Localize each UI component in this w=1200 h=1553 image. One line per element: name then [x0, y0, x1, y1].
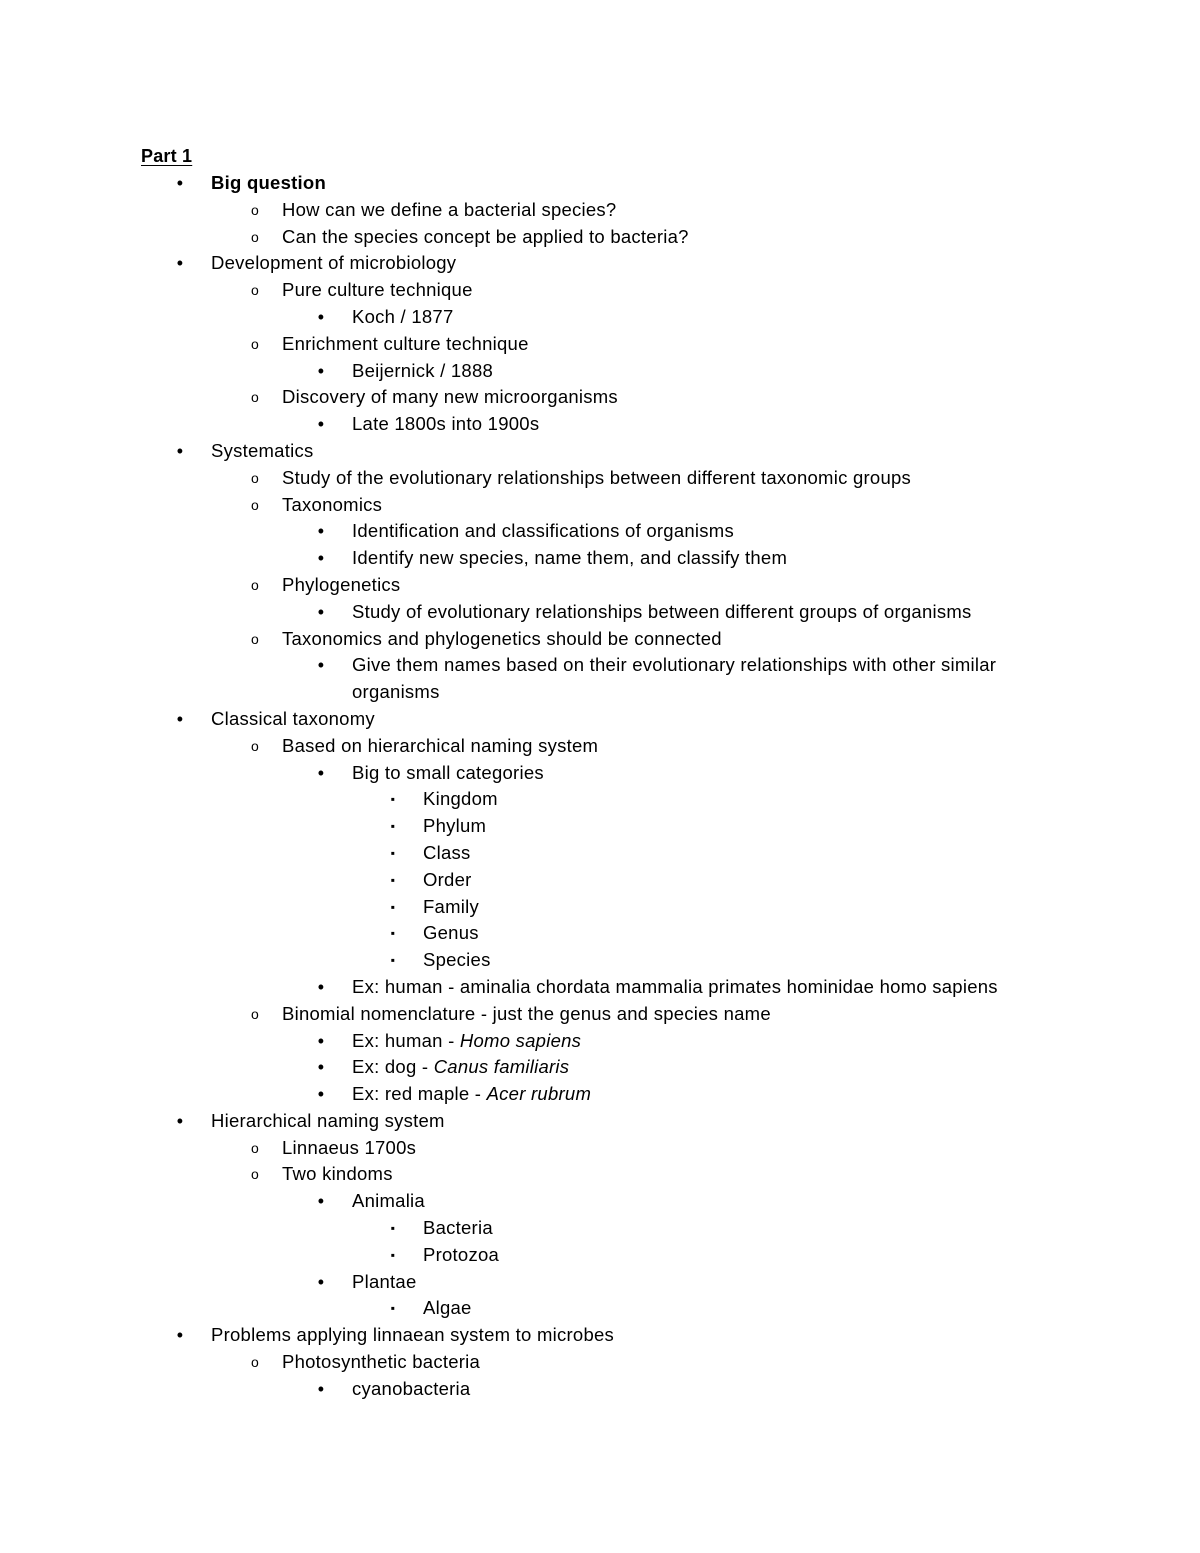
bullet-icon: •: [176, 708, 184, 729]
outline-item-text: Can the species concept be applied to bacteria?: [282, 225, 689, 247]
outline-item-level-4: [0, 1215, 1200, 1242]
outline-item-level-2: [0, 1161, 1200, 1188]
section-title: Part 1: [141, 146, 193, 166]
outline-item-text: Study of the evolutionary relationships between different taxonomic groups: [282, 466, 912, 488]
outline-item-level-2: [0, 277, 1200, 304]
outline-item-level-3: [0, 358, 1200, 385]
bullet-icon: •: [317, 1191, 325, 1212]
bullet-icon: •: [317, 1057, 325, 1078]
bullet-icon: •: [317, 601, 325, 622]
outline-item-level-3: [0, 1188, 1200, 1215]
outline-item-text: Bacteria: [423, 1217, 493, 1239]
outline-item-text: Ex: dog -: [352, 1056, 434, 1078]
bullet-icon: •: [317, 414, 325, 435]
scientific-name: Canus familiaris: [433, 1056, 570, 1078]
outline-item-level-3: [0, 652, 1052, 706]
bullet-icon: •: [317, 762, 325, 783]
outline-item-level-4: [0, 840, 1200, 867]
outline-item-level-3: [0, 974, 1200, 1001]
hollow-bullet-icon: o: [250, 469, 260, 486]
outline-item-text: Based on hierarchical naming system: [282, 734, 599, 756]
outline-item-text: Linnaeus 1700s: [282, 1136, 417, 1158]
outline-item-level-3: [0, 411, 1200, 438]
square-bullet-icon: ▪: [390, 1221, 396, 1236]
bullet-icon: •: [317, 1271, 325, 1292]
square-bullet-icon: ▪: [390, 845, 396, 860]
outline-item-level-3: [0, 1081, 1200, 1108]
hollow-bullet-icon: o: [250, 1005, 260, 1022]
square-bullet-icon: ▪: [390, 953, 396, 968]
outline-item-text: Enrichment culture technique: [282, 332, 529, 354]
outline-item-level-3: [0, 518, 1200, 545]
scientific-name: Homo sapiens: [459, 1029, 582, 1051]
bullet-icon: •: [317, 306, 325, 327]
square-bullet-icon: ▪: [390, 926, 396, 941]
outline-item-level-2: [0, 197, 1200, 224]
outline-item-level-3: [0, 1028, 1200, 1055]
outline-item-level-2: [0, 1349, 1200, 1376]
bullet-icon: •: [317, 1084, 325, 1105]
outline-item-level-3: [0, 545, 1200, 572]
bullet-icon: •: [176, 1110, 184, 1131]
outline-item-text: Ex: human - aminalia chordata mammalia primates hominidae homo sapiens: [352, 975, 998, 997]
bullet-icon: •: [317, 1030, 325, 1051]
hollow-bullet-icon: o: [250, 282, 260, 299]
outline-item-text: Development of microbiology: [211, 252, 457, 274]
square-bullet-icon: ▪: [390, 792, 396, 807]
outline-item-text: Ex: red maple -: [352, 1083, 487, 1105]
bullet-icon: •: [317, 976, 325, 997]
outline-item-text: Big question: [211, 172, 327, 193]
outline-item-text: Kingdom: [423, 788, 498, 810]
bullet-icon: •: [317, 1378, 325, 1399]
bullet-icon: •: [176, 440, 184, 461]
hollow-bullet-icon: o: [250, 201, 260, 218]
outline-item-level-3: [0, 1269, 1200, 1296]
outline-item-text: Phylogenetics: [282, 573, 401, 595]
outline-item-level-4: [0, 920, 1200, 947]
outline-item-level-4: [0, 894, 1200, 921]
outline-item-level-2: [0, 1001, 1200, 1028]
outline-item-text: Discovery of many new microorganisms: [282, 386, 618, 408]
square-bullet-icon: ▪: [390, 872, 396, 887]
outline-item-level-3: [0, 760, 1200, 787]
outline-item-level-2: [0, 465, 1200, 492]
bullet-icon: •: [176, 253, 184, 274]
outline-item-level-2: [0, 331, 1200, 358]
outline-item-text: Give them names based on their evolutionary relationships with other similar organisms: [352, 654, 997, 703]
hollow-bullet-icon: o: [250, 1354, 260, 1371]
outline-item-text: Taxonomics: [282, 493, 383, 515]
outline-item-text: Classical taxonomy: [211, 707, 375, 729]
outline-item-text: Two kindoms: [282, 1163, 393, 1185]
outline-item-level-4: [0, 786, 1200, 813]
outline-item-text: Late 1800s into 1900s: [352, 413, 540, 435]
outline-item-text: Pure culture technique: [282, 279, 473, 301]
bullet-icon: •: [317, 655, 325, 676]
hollow-bullet-icon: o: [250, 389, 260, 406]
outline-item-level-2: [0, 492, 1200, 519]
outline-item-text: Species: [423, 949, 491, 971]
outline-item-text: Ex: human -: [352, 1029, 460, 1051]
outline-item-level-3: [0, 599, 1200, 626]
outline-item-level-4: [0, 947, 1200, 974]
outline-item-text: Study of evolutionary relationships between different groups of organisms: [352, 600, 972, 622]
outline-item-text: Algae: [423, 1297, 472, 1319]
outline-item-level-1: [0, 438, 1200, 465]
outline-item-level-2: [0, 572, 1200, 599]
square-bullet-icon: ▪: [390, 1247, 396, 1262]
outline-item-level-3: [0, 1376, 1200, 1403]
outline-item-level-4: [0, 813, 1200, 840]
outline-item-level-2: [0, 384, 1200, 411]
hollow-bullet-icon: o: [250, 576, 260, 593]
hollow-bullet-icon: o: [250, 630, 260, 647]
outline-item-text: Identification and classifications of organisms: [352, 520, 734, 542]
outline-item-level-3: [0, 304, 1200, 331]
outline-item-level-3: [0, 1054, 1200, 1081]
outline-item-level-1: [0, 1108, 1200, 1135]
outline-item-level-2: [0, 626, 1200, 653]
outline-item-level-2: [0, 224, 1200, 251]
bullet-icon: •: [317, 548, 325, 569]
square-bullet-icon: ▪: [390, 1301, 396, 1316]
outline-item-level-4: [0, 1295, 1200, 1322]
bullet-icon: •: [317, 521, 325, 542]
bullet-icon: •: [317, 360, 325, 381]
hollow-bullet-icon: o: [250, 496, 260, 513]
outline-item-level-2: [0, 733, 1200, 760]
hollow-bullet-icon: o: [250, 737, 260, 754]
outline-item-text: Beijernick / 1888: [352, 359, 494, 381]
outline-item-text: Taxonomics and phylogenetics should be connected: [282, 627, 722, 649]
outline-item-text: Phylum: [423, 815, 487, 837]
outline-item-text: Class: [423, 841, 471, 863]
outline-item-level-4: [0, 1242, 1200, 1269]
outline-item-level-1: [0, 170, 1200, 197]
scientific-name: Acer rubrum: [486, 1083, 592, 1105]
square-bullet-icon: ▪: [390, 899, 396, 914]
outline-item-level-4: [0, 867, 1200, 894]
outline-item-text: Family: [423, 895, 479, 917]
outline-item-text: cyanobacteria: [352, 1377, 471, 1399]
hollow-bullet-icon: o: [250, 1166, 260, 1183]
hollow-bullet-icon: o: [250, 1139, 260, 1156]
outline-item-text: Big to small categories: [352, 761, 544, 783]
outline-item-text: Binomial nomenclature - just the genus and species name: [282, 1002, 771, 1024]
outline-item-text: Plantae: [352, 1270, 417, 1292]
hollow-bullet-icon: o: [250, 335, 260, 352]
square-bullet-icon: ▪: [390, 819, 396, 834]
outline-item-text: Protozoa: [423, 1243, 500, 1265]
outline-item-text: Order: [423, 868, 472, 890]
outline-item-level-1: [0, 250, 1200, 277]
outline-item-text: Hierarchical naming system: [211, 1109, 445, 1131]
outline-item-level-2: [0, 1135, 1200, 1162]
outline-item-text: Animalia: [352, 1190, 425, 1212]
hollow-bullet-icon: o: [250, 228, 260, 245]
outline-item-text: Photosynthetic bacteria: [282, 1351, 481, 1373]
outline-item-level-1: [0, 706, 1200, 733]
outline-item-text: Koch / 1877: [352, 305, 454, 327]
outline-item-text: Genus: [423, 922, 479, 944]
notes-outline: [0, 170, 1200, 1403]
bullet-icon: •: [176, 1325, 184, 1346]
outline-item-text: Problems applying linnaean system to microbes: [211, 1324, 615, 1346]
outline-item-text: How can we define a bacterial species?: [282, 198, 617, 220]
outline-item-level-1: [0, 1322, 1200, 1349]
outline-item-text: Identify new species, name them, and classify them: [352, 547, 788, 569]
bullet-icon: •: [176, 173, 184, 193]
outline-item-text: Systematics: [211, 439, 314, 461]
